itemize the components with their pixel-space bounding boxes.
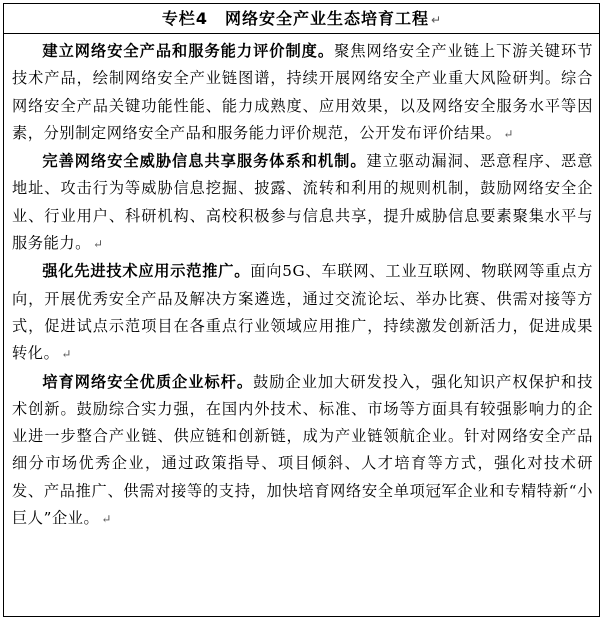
paragraph-lead: 培育网络安全优质企业标杆。 — [42, 372, 254, 391]
paragraph-evaluation — [12, 38, 593, 148]
paragraph-body: 面向5G、车联网、工业互联网、物联网等重点方向，开展优秀安全产品及解决方案遴选，通过交流论坛、举办比赛、供需对接等方式，促进试点示范项目在各重点行业领域应用推广，持续激发创新活力，促进成果转化。 — [12, 262, 593, 363]
column-title: 专栏4 网络安全产业生态培育工程 — [161, 9, 430, 28]
column-content — [4, 34, 599, 533]
paragraph-mark-icon: ↵ — [92, 237, 103, 252]
column-title-row — [4, 4, 599, 34]
paragraph-lead: 强化先进技术应用示范推广。 — [42, 262, 251, 281]
paragraph-enterprise — [12, 369, 593, 534]
paragraph-body: 鼓励企业加大研发投入，强化知识产权保护和技术创新。鼓励综合实力强，在国内外技术、标准、市场等方面具有较强影响力的企业进一步整合产业链、供应链和创新链，成为产业链领航企业。针对网络安全产品细分市场优秀企业，通过政策指导、项目倾斜、人才培育等方式，强化对技术研发、产品推广、供需对接等的支持，加快培育网络安全单项冠军企业和专精特新“小巨人”企业。 — [12, 372, 593, 528]
paragraph-lead: 建立网络安全产品和服务能力评价制度。 — [42, 42, 335, 60]
paragraph-lead: 完善网络安全威胁信息共享服务体系和机制。 — [42, 152, 367, 171]
paragraph-body: 聚焦网络安全产业链上下游关键环节技术产品，绘制网络安全产业链图谱，持续开展网络安全产业重大风险研判。综合网络安全产品关键功能性能、能力成熟度、应用效果，以及网络安全服务水平等因素，分别制定网络安全产品和服务能力评价规范，公开发布评价结果。 — [12, 42, 593, 142]
paragraph-tech-promotion — [12, 258, 593, 368]
paragraph-mark-icon: ↵ — [431, 13, 442, 27]
paragraph-mark-icon: ↵ — [101, 512, 112, 527]
column-box — [3, 3, 600, 617]
paragraph-threat-sharing — [12, 148, 593, 258]
paragraph-mark-icon: ↵ — [61, 347, 72, 362]
paragraph-body: 建立驱动漏洞、恶意程序、恶意地址、攻击行为等威胁信息挖掘、披露、流转和利用的规则机制，鼓励网络安全企业、行业用户、科研机构、高校积极参与信息共享，提升威胁信息要素聚集水平与服务能力。 — [12, 152, 594, 253]
paragraph-mark-icon: ↵ — [503, 126, 514, 141]
